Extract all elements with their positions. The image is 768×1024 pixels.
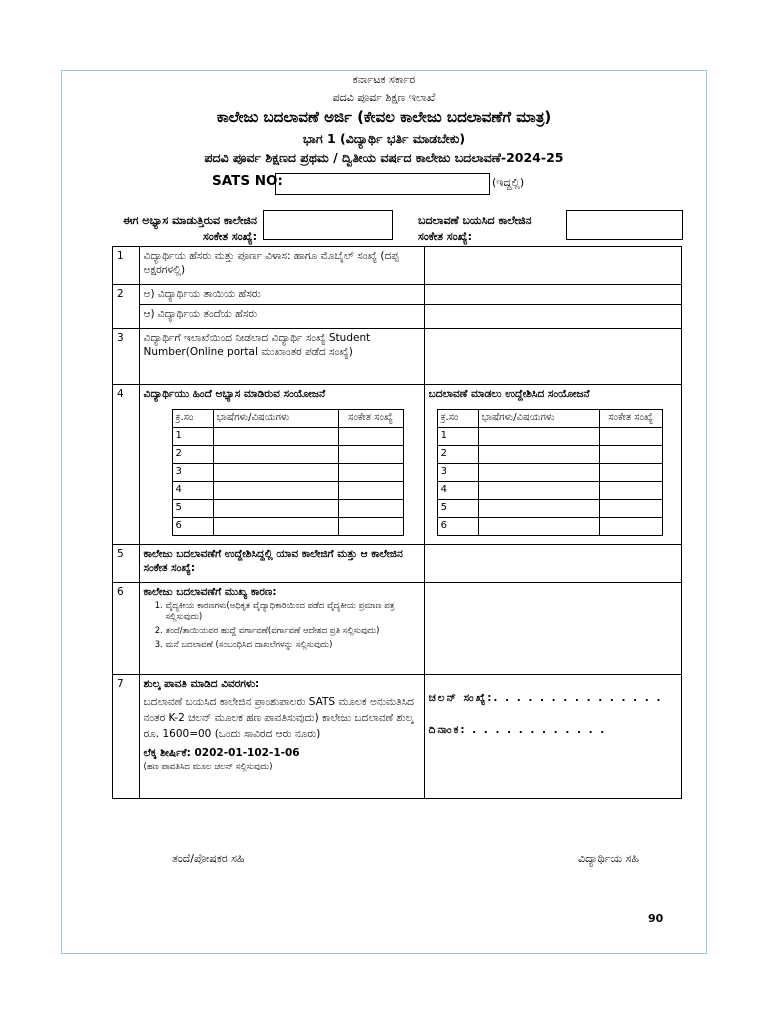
- intended-combination-cell: [424, 385, 681, 545]
- column-header: ಭಾಷೆಗಳು/ವಿಷಯಗಳು: [478, 410, 599, 428]
- table-row: [437, 428, 662, 446]
- table-row: [113, 305, 682, 329]
- current-college-code-label: ಈಗ ಅಭ್ಯಾಸ ಮಾಡುತ್ತಿರುವ ಕಾಲೇಜಿನ ಸಂಕೇತ ಸಂಖ್ಯೆ:: [122, 214, 257, 243]
- row-number: 6: [113, 583, 140, 675]
- desired-college-code-label: ಬದಲಾವಣೆ ಬಯಸಿದ ಕಾಲೇಜಿನ ಸಂಕೇತ ಸಂಖ್ಯೆ:: [418, 214, 532, 243]
- table-row: [113, 385, 682, 545]
- sats-label: SATS NO:: [212, 173, 283, 189]
- table-row: [172, 518, 403, 536]
- table-row: [437, 446, 662, 464]
- list-item: 1. ವೈದ್ಯಕೀಯ ಕಾರಣಗಳು(ಅಧಿಕೃತ ವೈದ್ಯಾಧಿಕಾರಿಯಿಂದ ಪಡೆದ ವೈದ್ಯಕೀಯ ಪ್ರಮಾಣ ಪತ್ರ ಸಲ್ಲಿಸುವುದು): [166, 601, 420, 623]
- column-header: ಕ್ರ.ಸಂ: [172, 410, 213, 428]
- sats-suffix: (ಇದ್ದಲ್ಲಿ): [492, 176, 525, 189]
- fee-cell: [139, 675, 424, 799]
- code-cell[interactable]: [338, 464, 403, 482]
- answer-cell[interactable]: [424, 285, 681, 305]
- code-cell[interactable]: [599, 446, 662, 464]
- serial-cell: 5: [437, 500, 478, 518]
- column-header: ಸಂಕೇತ ಸಂಖ್ಯೆ: [599, 410, 662, 428]
- challan-number-field[interactable]: ಚಲನ್ ಸಂಖ್ಯೆ:. . . . . . . . . . . . . . .: [428, 692, 663, 704]
- account-head: ಲೆಕ್ಕ ಶೀರ್ಷಿಕೆ: 0202-01-102-1-06: [143, 747, 300, 759]
- serial-cell: 3: [172, 464, 213, 482]
- subject-cell[interactable]: [213, 428, 338, 446]
- row-label: ವಿದ್ಯಾರ್ಥಿಯ ಹೆಸರು ಮತ್ತು ಪೂರ್ಣ ವಿಳಾಸ: ಹಾಗೂ ಮೊಬೈಲ್ ಸಂಖ್ಯೆ (ದಪ್ಪ ಅಕ್ಷರಗಳಲ್ಲಿ): [139, 247, 424, 285]
- table-row: [437, 410, 662, 428]
- serial-cell: 1: [172, 428, 213, 446]
- application-table: [112, 246, 682, 799]
- answer-cell[interactable]: [424, 305, 681, 329]
- fee-instructions: ಬದಲಾವಣೆ ಬಯಸಿದ ಕಾಲೇಜಿನ ಪ್ರಾಂಶುಪಾಲರು SATS ಮೂಲಕ ಅನುಮತಿಸಿದ ನಂತರ K-2 ಚಲನ್ ಮೂಲಕ ಹಣ ಪಾವತಿಸುವುದು) ಕಾಲೇಜು ಬದಲಾವಣೆ ಶುಲ್ಕ ರೂ. 1600=00 (ಒಂದು ಸಾವಿರದ ಆರು ನೂರು): [143, 696, 414, 740]
- previous-subjects-table: [172, 409, 404, 536]
- subject-cell[interactable]: [213, 446, 338, 464]
- row-number: 4: [113, 385, 140, 545]
- form-subtitle: ಪದವಿ ಪೂರ್ವ ಶಿಕ್ಷಣದ ಪ್ರಥಮ / ದ್ವಿತೀಯ ವರ್ಷದ ಕಾಲೇಜು ಬದಲಾವಣೆ-2024-25: [204, 150, 564, 165]
- form-title: ಕಾಲೇಜು ಬದಲಾವಣೆ ಅರ್ಜಿ (ಕೇವಲ ಕಾಲೇಜು ಬದಲಾವಣೆಗೆ ಮಾತ್ರ): [216, 108, 552, 126]
- student-signature-label: ವಿದ್ಯಾರ್ಥಿಯ ಸಹಿ: [578, 852, 640, 865]
- page-number: 90: [648, 912, 664, 925]
- subject-cell[interactable]: [213, 518, 338, 536]
- table-row: [172, 500, 403, 518]
- table-row: [113, 247, 682, 285]
- answer-cell[interactable]: [424, 247, 681, 285]
- row-label: ಕಾಲೇಜು ಬದಲಾವಣೆಗೆ ಮುಖ್ಯ ಕಾರಣ:: [143, 586, 277, 598]
- header-department: ಪದವಿ ಪೂರ್ವ ಶಿಕ್ಷಣ ಇಲಾಖೆ: [332, 91, 436, 104]
- code-cell[interactable]: [599, 464, 662, 482]
- serial-cell: 6: [172, 518, 213, 536]
- column-header: ಭಾಷೆಗಳು/ವಿಷಯಗಳು: [213, 410, 338, 428]
- desired-college-code-box[interactable]: [566, 210, 683, 240]
- table-row: [437, 518, 662, 536]
- serial-cell: 3: [437, 464, 478, 482]
- list-item: 3. ಮನೆ ಬದಲಾವಣೆ (ಸಂಬಂಧಿಸಿದ ದಾಖಲೆಗಳನ್ನು ಸಲ್ಲಿಸುವುದು): [166, 640, 420, 651]
- date-field[interactable]: ದಿನಾಂಕ: . . . . . . . . . . . .: [428, 724, 607, 736]
- row-label: ಅ) ವಿದ್ಯಾರ್ಥಿಯ ತಾಯಿಯ ಹೆಸರು: [139, 285, 424, 305]
- table-row: [172, 428, 403, 446]
- serial-cell: 2: [437, 446, 478, 464]
- column-header: ಕ್ರ.ಸಂ: [437, 410, 478, 428]
- serial-cell: 4: [172, 482, 213, 500]
- subject-cell[interactable]: [213, 464, 338, 482]
- table-row: [113, 583, 682, 675]
- column-header: ಸಂಕೇತ ಸಂಖ್ಯೆ: [338, 410, 403, 428]
- serial-cell: 5: [172, 500, 213, 518]
- serial-cell: 4: [437, 482, 478, 500]
- answer-cell[interactable]: [424, 583, 681, 675]
- current-college-code-box[interactable]: [263, 210, 393, 240]
- row-label: ವಿದ್ಯಾರ್ಥಿಯು ಹಿಂದೆ ಅಭ್ಯಾಸ ಮಾಡಿರುವ ಸಂಯೋಜನೆ: [143, 388, 326, 400]
- row-label: ಬದಲಾವಣೆ ಮಾಡಲು ಉದ್ದೇಶಿಸಿದ ಸಂಯೋಜನೆ: [428, 388, 590, 400]
- subject-cell[interactable]: [478, 482, 599, 500]
- table-row: [113, 545, 682, 583]
- list-item: 2. ತಂದೆ/ತಾಯಿಯವರ ಹುದ್ದೆ ವರ್ಗಾವಣೆ(ವರ್ಗಾವಣೆ ಆದೇಶದ ಪ್ರತಿ ಸಲ್ಲಿಸುವುದು): [166, 626, 420, 637]
- subject-cell[interactable]: [478, 446, 599, 464]
- table-row: [172, 464, 403, 482]
- row-number: 7: [113, 675, 140, 799]
- row-number: 1: [113, 247, 140, 285]
- code-cell[interactable]: [599, 428, 662, 446]
- subject-cell[interactable]: [478, 464, 599, 482]
- sats-input-box[interactable]: [275, 173, 490, 195]
- fee-note: (ಹಣ ಪಾವತಿಸಿದ ಮೂಲ ಚಲನ್ ಸಲ್ಲಿಸುವುದು): [143, 762, 273, 772]
- header-government: ಕರ್ನಾಟಕ ಸರ್ಕಾರ: [352, 73, 416, 86]
- code-cell[interactable]: [338, 518, 403, 536]
- code-cell[interactable]: [338, 428, 403, 446]
- answer-cell[interactable]: [424, 545, 681, 583]
- code-cell[interactable]: [338, 482, 403, 500]
- parent-signature-label: ತಂದೆ/ಪೋಷಕರ ಸಹಿ: [172, 852, 245, 865]
- challan-cell: [424, 675, 681, 799]
- code-cell[interactable]: [599, 518, 662, 536]
- table-row: [113, 675, 682, 799]
- code-cell[interactable]: [338, 446, 403, 464]
- table-row: [113, 329, 682, 385]
- reason-cell: [139, 583, 424, 675]
- table-row: [172, 446, 403, 464]
- code-cell[interactable]: [338, 500, 403, 518]
- previous-combination-cell: [139, 385, 424, 545]
- code-cell[interactable]: [599, 500, 662, 518]
- table-row: [172, 410, 403, 428]
- subject-cell[interactable]: [213, 482, 338, 500]
- row-label: ವಿದ್ಯಾರ್ಥಿಗೆ ಇಲಾಖೆಯಿಂದ ನೀಡಲಾದ ವಿದ್ಯಾರ್ಥಿ ಸಂಖ್ಯೆ Student Number(Online portal ಮುಖಾಂತರ ಪಡೆದ ಸಂಖ್ಯೆ): [139, 329, 424, 385]
- code-cell[interactable]: [599, 482, 662, 500]
- row-number: 2: [113, 285, 140, 329]
- table-row: [437, 482, 662, 500]
- row-label: ಕಾಲೇಜು ಬದಲಾವಣೆಗೆ ಉದ್ದೇಶಿಸಿದ್ದಲ್ಲಿ ಯಾವ ಕಾಲೇಜಿಗೆ ಮತ್ತು ಆ ಕಾಲೇಜಿನ ಸಂಕೇತ ಸಂಖ್ಯೆ:: [139, 545, 424, 583]
- reason-list: [144, 601, 420, 651]
- answer-cell[interactable]: [424, 329, 681, 385]
- table-row: [172, 482, 403, 500]
- table-row: [113, 285, 682, 305]
- row-label: ಶುಲ್ಕ ಪಾವತಿ ಮಾಡಿದ ವಿವರಗಳು:: [143, 678, 260, 690]
- serial-cell: 2: [172, 446, 213, 464]
- row-number: 3: [113, 329, 140, 385]
- serial-cell: 6: [437, 518, 478, 536]
- subject-cell[interactable]: [478, 518, 599, 536]
- intended-subjects-table: [437, 409, 663, 536]
- subject-cell[interactable]: [478, 428, 599, 446]
- serial-cell: 1: [437, 428, 478, 446]
- subject-cell[interactable]: [213, 500, 338, 518]
- subject-cell[interactable]: [478, 500, 599, 518]
- table-row: [437, 500, 662, 518]
- form-part: ಭಾಗ 1 (ವಿದ್ಯಾರ್ಥಿ ಭರ್ತಿ ಮಾಡಬೇಕು): [302, 131, 466, 146]
- row-number: 5: [113, 545, 140, 583]
- table-row: [437, 464, 662, 482]
- row-label: ಆ) ವಿದ್ಯಾರ್ಥಿಯ ತಂದೆಯ ಹೆಸರು: [139, 305, 424, 329]
